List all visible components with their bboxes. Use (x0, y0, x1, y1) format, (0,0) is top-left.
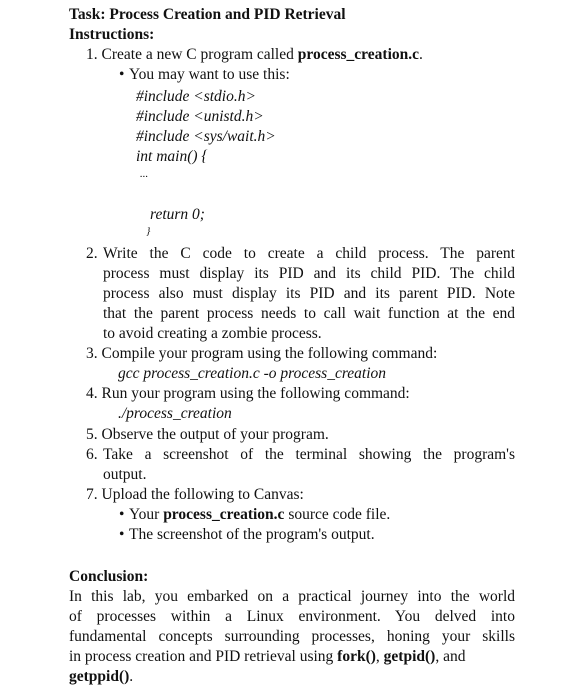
run-command: ./process_creation (118, 405, 232, 422)
getpid-function: getpid() (383, 648, 436, 665)
step-2-line: process also must display its PID and its parent PID. Note (103, 285, 515, 302)
code-line: return 0; (150, 206, 205, 223)
step-2-line: to avoid creating a zombie process. (103, 325, 322, 342)
step-5 (86, 425, 329, 445)
step-number: 1. (86, 46, 98, 63)
step-7 (86, 485, 304, 505)
code-line: int main() { (136, 148, 208, 165)
code-line: #include <stdio.h> (136, 88, 256, 105)
getppid-function: getppid() (69, 668, 130, 685)
step-6-line: output. (103, 466, 147, 483)
step-1-sub-bullet: • You may want to use this: (119, 66, 290, 83)
filename: process_creation.c (297, 46, 419, 63)
step-text: Compile your program using the following command: (101, 345, 438, 362)
step-4 (86, 384, 410, 404)
step-2-line: that the parent process needs to call wait function at the end (103, 305, 515, 322)
step-2-line: process must display its PID and its child PID. The child (103, 265, 515, 282)
conclusion-line: in process creation and PID retrieval using fork(), getpid(), and (69, 648, 466, 665)
step-text: Create a new C program called (101, 46, 298, 63)
conclusion-line: of processes within a Linux environment. You delved into (69, 608, 515, 625)
compile-command: gcc process_creation.c -o process_creation (118, 365, 387, 382)
conclusion-line: fundamental concepts surrounding processes, honing your skills (69, 628, 515, 645)
step-7-bullet-1: • Your process_creation.c source code file. (119, 506, 391, 523)
filename: process_creation.c (163, 506, 285, 523)
step-number: 7. (86, 486, 98, 503)
code-line: #include <sys/wait.h> (136, 128, 276, 145)
task-title: Task: Process Creation and PID Retrieval (69, 6, 346, 23)
bullet-icon: • (119, 526, 125, 543)
instructions-heading: Instructions: (69, 26, 155, 43)
step-2-line: Write the C code to create a child process. The parent (103, 245, 515, 262)
code-line: #include <unistd.h> (136, 108, 264, 125)
step-2-number: 2. (86, 245, 98, 262)
step-text: Observe the output of your program. (101, 426, 329, 443)
code-ellipsis: ... (140, 168, 149, 180)
step-number: 3. (86, 345, 98, 362)
step-1: 1. Create a new C program called process_creation.c. (86, 46, 423, 63)
fork-function: fork() (337, 648, 376, 665)
conclusion-line: In this lab, you embarked on a practical journey into the world (69, 588, 515, 605)
step-3 (86, 344, 437, 364)
conclusion-heading: Conclusion: (69, 568, 149, 585)
step-6-line: Take a screenshot of the terminal showing the program's (103, 446, 515, 463)
step-text: Run your program using the following command: (101, 385, 410, 402)
step-number: 5. (86, 426, 98, 443)
bullet-icon: • (119, 506, 125, 523)
step-6-number: 6. (86, 446, 98, 463)
step-number: 4. (86, 385, 98, 402)
conclusion-line: getppid(). (69, 668, 134, 685)
step-text: Upload the following to Canvas: (101, 486, 304, 503)
code-close-brace: } (146, 225, 151, 237)
bullet-icon: • (119, 66, 125, 83)
step-7-bullet-2: • The screenshot of the program's output. (119, 526, 375, 543)
